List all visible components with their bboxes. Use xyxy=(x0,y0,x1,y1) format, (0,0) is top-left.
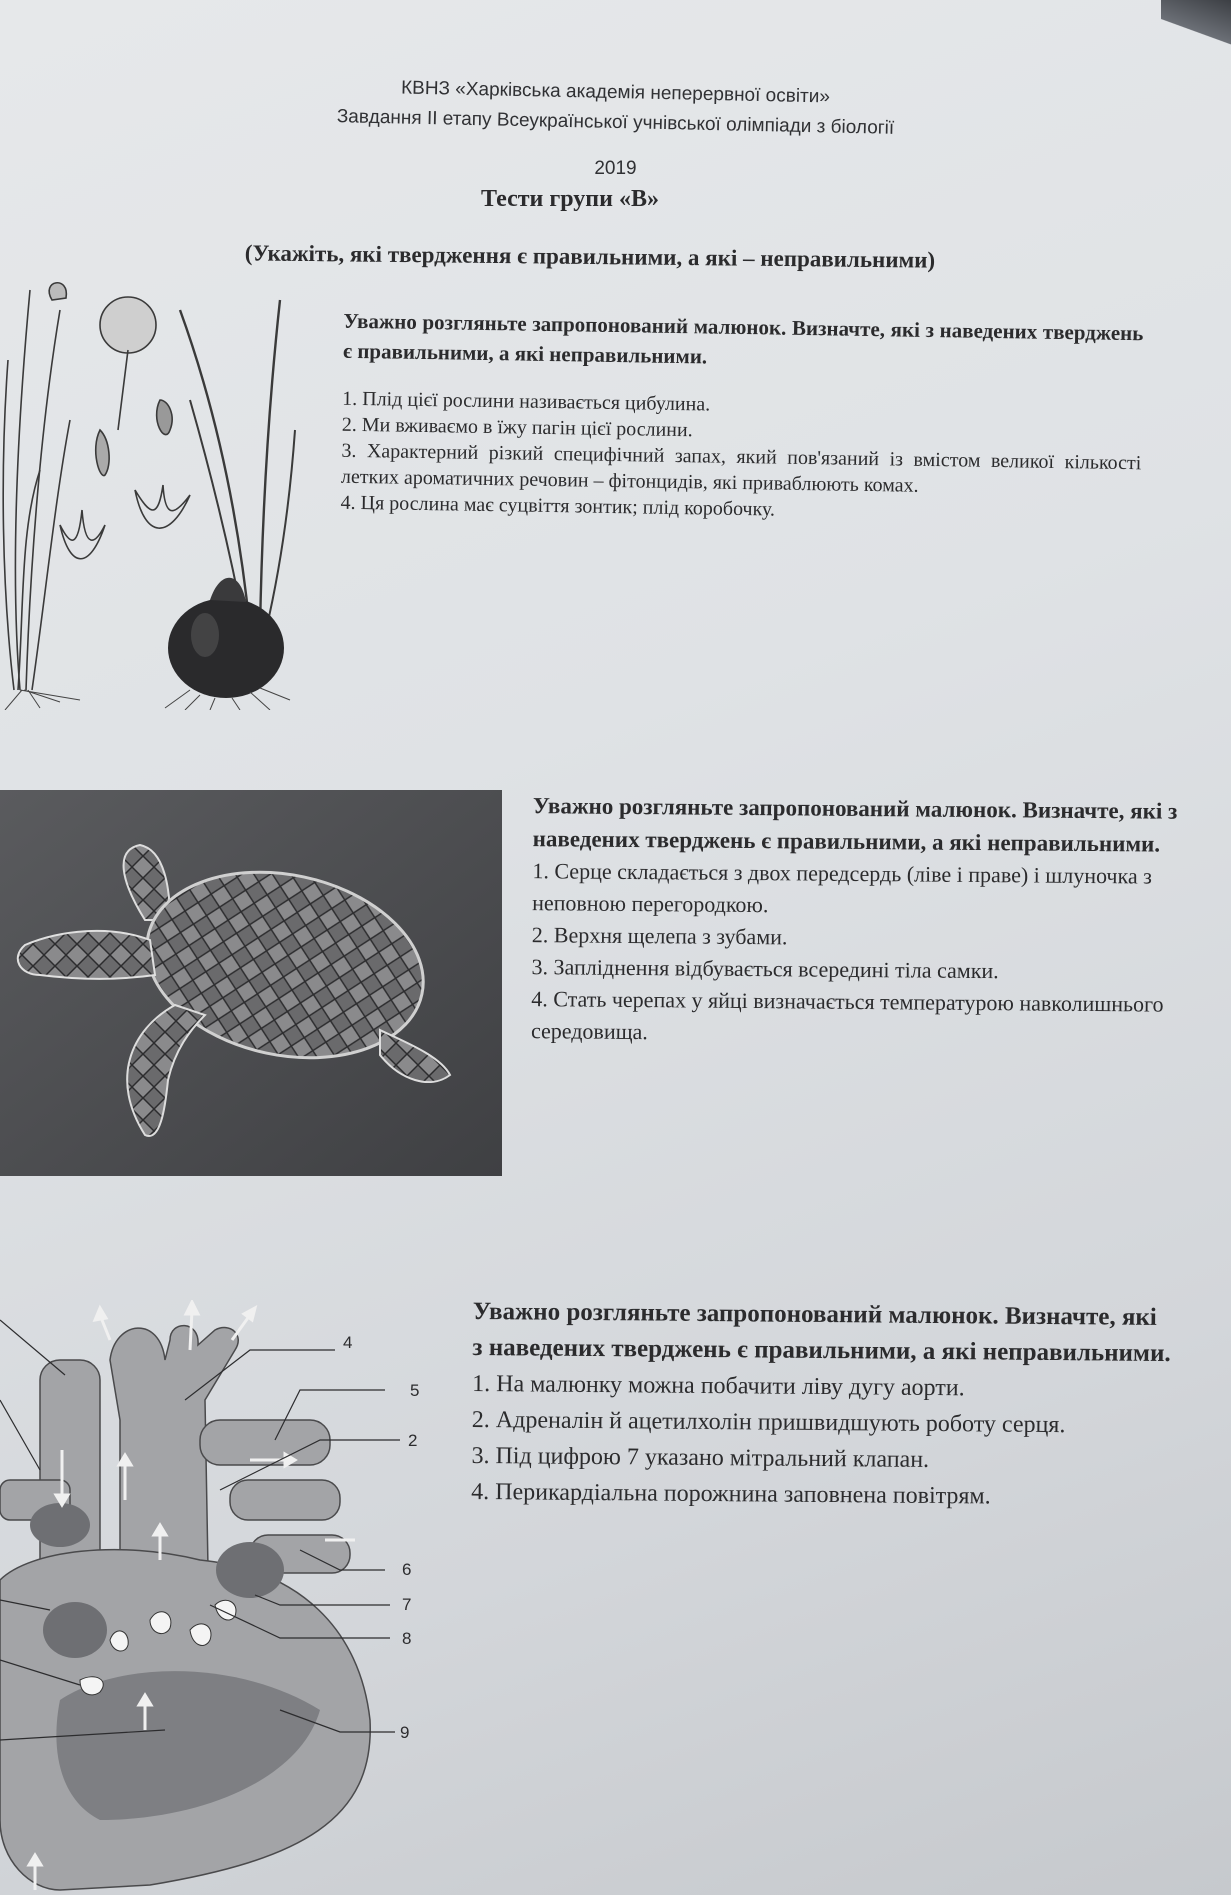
heart-label-8: 8 xyxy=(402,1629,412,1648)
onion-plant-illustration xyxy=(0,270,300,710)
task-3-item-1: 1. На малюнку можна побачити ліву дугу аорти. xyxy=(472,1370,965,1402)
task-1-item-4: 4. Ця рослина має суцвіття зонтик; плід коробочку. xyxy=(340,491,776,521)
task-2-item-3: 3. Запліднення відбувається всередині тіла самки. xyxy=(531,954,999,984)
sea-turtle-photo xyxy=(0,790,502,1176)
page-subtitle: (Укажіть, які твердження є правильними, а які – неправильними) xyxy=(244,240,936,273)
task-3-item-2: 2. Адреналін й ацетилхолін пришвидшують роботу серця. xyxy=(471,1406,1066,1439)
paper-corner-shadow xyxy=(1161,0,1231,48)
heart-label-6: 6 xyxy=(402,1560,412,1579)
task-2-item-4: 4. Стать черепах у яйці визначається температурою навколишнього середовища. xyxy=(530,986,1164,1045)
task-3-item-3: 3. Під цифрою 7 указано мітральний клапан. xyxy=(471,1442,930,1473)
header-institution: КВНЗ «Харківська академія неперервної освіти» xyxy=(400,77,831,108)
task-3 xyxy=(471,1294,1173,1516)
heart-label-4: 4 xyxy=(343,1333,353,1352)
header-olympiad: Завдання ІІ етапу Всеукраїнської учнівської олімпіади з біології xyxy=(336,106,895,139)
task-1-question: Уважно розгляньте запропонований малюнок. Визначте, які з наведених тверджень є правильними, а які неправильними. xyxy=(342,308,1144,369)
task-2 xyxy=(531,789,1193,1053)
heart-label-2: 2 xyxy=(408,1431,418,1450)
task-3-question: Уважно розгляньте запропонований малюнок. Визначте, які з наведених тверджень є правильними, а які неправильними. xyxy=(472,1297,1171,1368)
task-2-question: Уважно розгляньте запропонований малюнок. Визначте, які з наведених тверджень є правильними, а які неправильними. xyxy=(532,793,1178,857)
task-1 xyxy=(340,306,1143,529)
task-1-item-1: 1. Плід цієї рослини називається цибулина. xyxy=(342,387,711,416)
heart-label-5: 5 xyxy=(410,1381,420,1400)
task-2-item-2: 2. Верхня щелепа з зубами. xyxy=(531,922,788,950)
heart-label-9: 9 xyxy=(400,1723,410,1742)
task-1-item-2: 2. Ми вживаємо в їжу пагін цієї рослини. xyxy=(341,413,693,442)
heart-diagram xyxy=(0,1300,430,1895)
task-3-item-4: 4. Перикардіальна порожнина заповнена повітрям. xyxy=(471,1478,991,1510)
page-title: Тести групи «В» xyxy=(481,186,659,212)
task-1-item-3: 3. Характерний різкий специфічний запах, який пов'язаний із вмістом великої кількості летких ароматичних речовин – фітонцидів, які приваблюють комах. xyxy=(340,439,1142,497)
heart-label-7: 7 xyxy=(402,1595,412,1614)
header-year: 2019 xyxy=(594,158,637,179)
task-2-item-1: 1. Серце складається з двох передсердь (ліве і праве) і шлуночка з неповною перегородкою. xyxy=(532,858,1152,918)
